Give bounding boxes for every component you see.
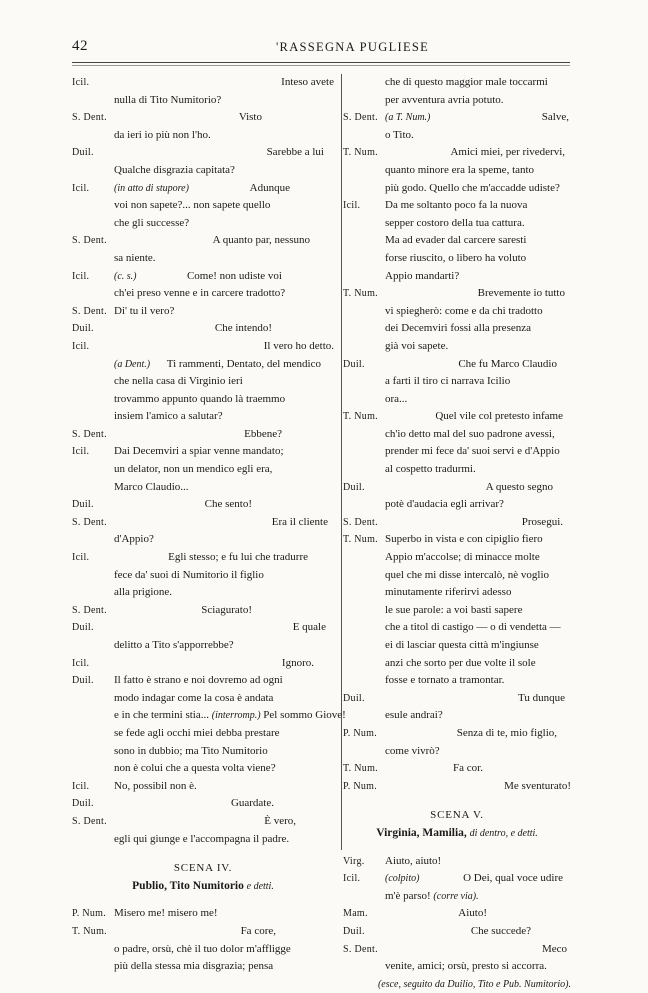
- dialogue-line: [343, 144, 571, 162]
- dialogue-text: Misero me! misero me!: [114, 907, 218, 920]
- speaker-name: Duil.: [343, 481, 365, 493]
- dialogue-line: [72, 408, 334, 426]
- dialogue-line: [72, 285, 334, 303]
- dialogue-line: [72, 637, 334, 655]
- left-column: [72, 74, 346, 976]
- dialogue-text: che a titol di castigo — o di vendetta —: [385, 621, 561, 634]
- dialogue-text: più della stessa mia disgrazia; pensa: [114, 960, 274, 973]
- spacer: [343, 795, 571, 807]
- dialogue-text: insiem l'amico a salutar?: [114, 410, 223, 423]
- dialogue-line: [72, 162, 334, 180]
- header-rule: [72, 62, 570, 63]
- dialogue-text: Che succede?: [470, 924, 531, 937]
- dialogue-text: d'Appio?: [114, 533, 154, 546]
- stage-direction: (colpito): [385, 873, 420, 885]
- dialogue-line: [343, 127, 571, 145]
- dialogue-line: [343, 232, 571, 250]
- speaker-name: S. Dent.: [72, 516, 107, 528]
- dialogue-text: venite, amici; orsù, presto si accorra.: [385, 960, 547, 973]
- dialogue-text: voi non sapete?... non sapete quello: [114, 199, 271, 212]
- dialogue-line: [343, 426, 571, 444]
- dialogue-line: [72, 92, 334, 110]
- dialogue-line: [72, 725, 334, 743]
- dialogue-text: non è colui che a questa volta viene?: [114, 762, 276, 775]
- speaker-name: T. Num.: [343, 763, 378, 775]
- dialogue-text: Inteso avete: [281, 76, 334, 88]
- dialogue-line: [343, 285, 571, 303]
- dialogue-line: [72, 760, 334, 778]
- dialogue-line: [343, 725, 571, 743]
- speaker-name: Icil.: [72, 270, 90, 282]
- dialogue-text: a farti il tiro ci narrava Icilio: [385, 375, 511, 388]
- spacer: [72, 895, 334, 905]
- dialogue-line: [343, 905, 571, 923]
- dialogue-text: Superbo in vista e con cipiglio fiero: [385, 533, 543, 546]
- dialogue-line: [72, 602, 334, 620]
- dialogue-line: [72, 778, 334, 796]
- dialogue-text: ch'ei preso venne e in carcere tradotto?: [114, 287, 286, 300]
- dialogue-line: [72, 831, 334, 849]
- speaker-name: S. Dent.: [343, 112, 378, 124]
- dialogue-line: [72, 232, 334, 250]
- dialogue-line: [343, 443, 571, 461]
- dialogue-text: Visto: [238, 111, 262, 124]
- dialogue-text: Prosegui.: [521, 515, 563, 528]
- speaker-name: S. Dent.: [343, 516, 378, 528]
- speaker-name: Icil.: [72, 552, 90, 564]
- dialogue-line: [343, 888, 571, 906]
- speaker-name: S. Dent.: [72, 235, 107, 247]
- dialogue-line: [343, 109, 571, 127]
- dialogue-text: Amici miei, per rivedervi,: [450, 146, 565, 159]
- dialogue-line: [343, 461, 571, 479]
- dialogue-text: Di' tu il vero?: [114, 304, 175, 317]
- dialogue-line: [72, 743, 334, 761]
- dialogue-line: [72, 443, 334, 461]
- speaker-name: S. Dent.: [72, 428, 107, 440]
- speaker-name: P. Num.: [72, 908, 107, 920]
- speaker-name: P. Num.: [343, 780, 378, 792]
- dialogue-line: [343, 514, 571, 532]
- dialogue-text: No, possibil non è.: [114, 779, 197, 792]
- spacer: [72, 848, 334, 860]
- dialogue-line: [72, 215, 334, 233]
- dialogue-text: da ieri io più non l'ho.: [114, 128, 211, 141]
- running-title: 'RASSEGNA PUGLIESE: [276, 40, 430, 54]
- speaker-name: Duil.: [72, 622, 94, 634]
- dialogue-text: Il vero ho detto.: [263, 339, 334, 352]
- dialogue-line: [343, 584, 571, 602]
- dialogue-text: Quel vile col pretesto infame: [435, 410, 563, 423]
- dialogue-text: o Tito.: [385, 128, 414, 141]
- dialogue-line: [343, 549, 571, 567]
- speaker-name: Icil.: [343, 200, 361, 212]
- dialogue-text: Che fu Marco Claudio: [458, 357, 557, 370]
- stage-direction: di dentro, e detti.: [469, 827, 538, 839]
- dialogue-text: O Dei, qual voce udire: [463, 872, 563, 885]
- dialogue-line: [72, 180, 334, 198]
- speaker-name: Icil.: [72, 657, 90, 669]
- dialogue-line: [343, 655, 571, 673]
- dialogue-text: forse riuscito, o libero ha voluto: [385, 251, 527, 264]
- speaker-name: Icil.: [72, 340, 90, 352]
- dialogue-text: Sciagurato!: [201, 603, 252, 616]
- dialogue-text: minutamente riferirvi adesso: [385, 586, 512, 599]
- header-rule-thin: [72, 65, 570, 66]
- dialogue-line: [343, 215, 571, 233]
- dialogue-line: [72, 127, 334, 145]
- dialogue-line: [343, 180, 571, 198]
- dialogue-text: delitto a Tito s'apporrebbe?: [114, 639, 234, 651]
- dialogue-text: Come! non udiste voi: [186, 269, 282, 282]
- dialogue-text: per avventura avria potuto.: [385, 93, 504, 106]
- scene-title: SCENA V.: [430, 809, 484, 822]
- dialogue-line: [72, 391, 334, 409]
- dialogue-text: nulla di Tito Numitorio?: [114, 93, 222, 106]
- closing-direction: [343, 976, 571, 993]
- speaker-name: Icil.: [72, 77, 90, 88]
- dialogue-line: [72, 496, 334, 514]
- dialogue-text: Meco: [541, 942, 567, 955]
- dialogue-text: Ti rammenti, Dentato, del mendico: [166, 357, 321, 370]
- dialogue-text: che nella casa di Virginio ieri: [114, 375, 243, 388]
- dialogue-line: [343, 92, 571, 110]
- column-divider: [341, 74, 342, 850]
- speaker-name: Icil.: [72, 182, 90, 194]
- dialogue-text: fosse e tornato a tramontar.: [385, 674, 505, 687]
- dialogue-line: [72, 109, 334, 127]
- dialogue-text: ch'io detto mal del suo padrone avessi,: [385, 427, 555, 440]
- dialogue-text: Che sento!: [204, 498, 252, 511]
- dialogue-line: [343, 74, 571, 92]
- scene-characters: [72, 878, 334, 896]
- speaker-name: S. Dent.: [72, 112, 107, 124]
- speaker-name: T. Num.: [343, 411, 378, 423]
- dialogue-line: [72, 672, 334, 690]
- dialogue-text: egli qui giunge e l'accompagna il padre.: [114, 832, 290, 845]
- dialogue-line: [72, 479, 334, 497]
- dialogue-text: che di questo maggior male toccarmi: [385, 76, 548, 88]
- dialogue-text: esule andrai?: [385, 709, 443, 722]
- dialogue-text: un delator, non un mendico egli era,: [114, 463, 273, 476]
- speaker-name: S. Dent.: [72, 604, 107, 616]
- stage-direction: (in atto di stupore): [114, 182, 189, 194]
- dialogue-line: [343, 853, 571, 871]
- dialogue-line: [343, 197, 571, 215]
- dialogue-line: [72, 197, 334, 215]
- dialogue-text: Sarebbe a lui: [266, 146, 324, 159]
- dialogue-text: Ignoro.: [281, 656, 314, 669]
- speaker-name: Duil.: [72, 675, 94, 687]
- speaker-name: Duil.: [72, 499, 94, 511]
- dialogue-text: Aiuto, aiuto!: [385, 854, 442, 867]
- dialogue-line: [343, 303, 571, 321]
- dialogue-line: [72, 905, 334, 923]
- speaker-name: Mam.: [343, 908, 368, 920]
- dialogue-line: [343, 870, 571, 888]
- dialogue-text: m'è parso! (corre via).: [385, 889, 479, 902]
- dialogue-line: [343, 941, 571, 959]
- dialogue-line: [72, 813, 334, 831]
- dialogue-line: [343, 602, 571, 620]
- speaker-name: Duil.: [72, 147, 94, 159]
- dialogue-line: [343, 619, 571, 637]
- dialogue-text: È vero,: [264, 814, 296, 827]
- page-header: [0, 30, 648, 60]
- dialogue-text: modo indagar come la cosa è andata: [114, 691, 274, 704]
- dialogue-text: Salve,: [541, 111, 569, 124]
- dialogue-line: [72, 655, 334, 673]
- dialogue-line: [72, 690, 334, 708]
- dialogue-line: [72, 549, 334, 567]
- speaker-name: T. Num.: [343, 288, 378, 300]
- dialogue-text: Guardate.: [230, 797, 274, 810]
- dialogue-line: [72, 941, 334, 959]
- dialogue-text: che gli successe?: [114, 216, 190, 229]
- dialogue-line: [72, 514, 334, 532]
- dialogue-text: come vivrò?: [385, 744, 440, 757]
- dialogue-line: [343, 268, 571, 286]
- scene-characters: [343, 825, 571, 843]
- dialogue-text: Fa core,: [240, 924, 276, 937]
- stage-direction: e detti.: [246, 880, 274, 892]
- stage-direction: (a Dent.): [114, 358, 151, 370]
- dialogue-line: [343, 320, 571, 338]
- dialogue-line: [72, 303, 334, 321]
- speaker-name: Virg.: [343, 855, 365, 867]
- stage-direction: (interromp.): [211, 710, 261, 722]
- dialogue-text: Che intendo!: [214, 322, 272, 335]
- dialogue-line: [72, 619, 334, 637]
- dialogue-line: [343, 338, 571, 356]
- dialogue-text: trovammo appunto quando là traemmo: [114, 392, 286, 405]
- dialogue-line: [72, 268, 334, 286]
- speaker-name: Icil.: [72, 780, 90, 792]
- dialogue-text: prender mi fece da' suoi servi e d'Appio: [385, 445, 560, 458]
- dialogue-text: sepper costoro della tua cattura.: [385, 216, 525, 229]
- dialogue-line: [343, 567, 571, 585]
- dialogue-text: Brevemente io tutto: [477, 287, 565, 300]
- dialogue-text: Da me soltanto poco fa la nuova: [385, 199, 528, 212]
- dialogue-line: [343, 923, 571, 941]
- dialogue-line: [72, 584, 334, 602]
- stage-direction: (a T. Num.): [385, 112, 431, 124]
- dialogue-text: sa niente.: [114, 251, 156, 264]
- dialogue-line: [72, 707, 346, 725]
- speaker-name: S. Dent.: [343, 943, 378, 955]
- dialogue-text: Tu dunque: [518, 691, 565, 704]
- dialogue-text: già voi sapete.: [385, 339, 449, 352]
- dialogue-text: Ma ad evader dal carcere saresti: [385, 234, 527, 247]
- spacer: [343, 843, 571, 853]
- dialogue-text: Egli stesso; e fu lui che tradurre: [168, 551, 308, 564]
- dialogue-line: [343, 707, 571, 725]
- character-names: Virginia, Mamilia,: [376, 826, 467, 839]
- speaker-name: S. Dent.: [72, 305, 107, 317]
- dialogue-line: [343, 356, 571, 374]
- stage-direction: (esce, seguito da Duilio, Tito e Pub. Numitorio).: [377, 978, 571, 990]
- dialogue-line: [72, 74, 334, 92]
- dialogue-line: [343, 391, 571, 409]
- dialogue-line: [72, 531, 334, 549]
- dialogue-line: [72, 373, 334, 391]
- dialogue-text: ora...: [385, 392, 408, 405]
- character-names: Publio, Tito Numitorio: [132, 879, 244, 892]
- dialogue-text: potè d'audacia egli arrivar?: [385, 498, 504, 511]
- dialogue-line: [72, 923, 334, 941]
- dialogue-line: [72, 461, 334, 479]
- dialogue-line: [343, 496, 571, 514]
- dialogue-text: Appio mandarti?: [385, 269, 460, 282]
- dialogue-line: [72, 356, 334, 374]
- dialogue-text: Ebbene?: [244, 427, 282, 440]
- dialogue-text: Dai Decemviri a spiar venne mandato;: [114, 445, 284, 458]
- dialogue-text: Era il cliente: [271, 515, 328, 528]
- dialogue-text: ei di lasciar questa città m'ingiunse: [385, 639, 539, 651]
- dialogue-text: Adunque: [249, 181, 290, 194]
- dialogue-text: A questo segno: [485, 480, 553, 493]
- dialogue-line: [72, 567, 334, 585]
- dialogue-text: vi spiegherò: come e da chi tradotto: [385, 304, 543, 317]
- dialogue-text: Il fatto è strano e noi dovremo ad ogni: [114, 674, 283, 687]
- dialogue-text: fece da' suoi di Numitorio il figlio: [114, 568, 264, 581]
- dialogue-line: [343, 162, 571, 180]
- dialogue-line: [343, 373, 571, 391]
- dialogue-text: sono in dubbio; ma Tito Numitorio: [114, 744, 268, 757]
- speaker-name: P. Num.: [343, 727, 378, 739]
- stage-direction: (c. s.): [114, 270, 137, 282]
- dialogue-line: [343, 250, 571, 268]
- dialogue-line: [72, 144, 334, 162]
- dialogue-line: [343, 778, 571, 796]
- speaker-name: Duil.: [72, 798, 94, 810]
- dialogue-text: Appio m'accolse; di minacce molte: [385, 551, 540, 564]
- speaker-name: Icil.: [72, 446, 90, 458]
- speaker-name: T. Num.: [343, 147, 378, 159]
- speaker-name: Duil.: [72, 323, 94, 335]
- dialogue-line: [72, 426, 334, 444]
- speaker-name: Duil.: [343, 692, 365, 704]
- dialogue-text: più godo. Quello che m'accadde udiste?: [385, 181, 560, 194]
- speaker-name: T. Num.: [343, 534, 378, 546]
- dialogue-line: [343, 760, 571, 778]
- dialogue-line: [343, 958, 571, 976]
- dialogue-line: [343, 672, 571, 690]
- dialogue-line: [343, 479, 571, 497]
- speaker-name: Icil.: [343, 873, 361, 885]
- dialogue-text: quanto minore era la speme, tanto: [385, 163, 535, 176]
- dialogue-line: [343, 531, 571, 549]
- dialogue-line: [343, 690, 571, 708]
- speaker-name: Duil.: [343, 358, 365, 370]
- dialogue-line: [72, 250, 334, 268]
- dialogue-text: Me sventurato!: [504, 779, 571, 792]
- dialogue-text: Aiuto!: [458, 907, 487, 920]
- dialogue-text: al cospetto tradurmi.: [385, 463, 476, 476]
- dialogue-line: [72, 795, 334, 813]
- speaker-name: S. Dent.: [72, 815, 107, 827]
- page-number: 42: [72, 38, 88, 54]
- dialogue-text: se fede agli occhi miei debba prestare: [114, 726, 280, 739]
- dialogue-text: anzi che sorto per due volte il sole: [385, 656, 536, 669]
- dialogue-line: [72, 958, 334, 976]
- dialogue-line: [343, 408, 571, 426]
- dialogue-text: Marco Claudio...: [114, 480, 189, 493]
- dialogue-text: quel che mi disse intercalò, nè voglio: [385, 568, 550, 581]
- dialogue-line: [343, 637, 571, 655]
- dialogue-text: o padre, orsù, chè il tuo dolor m'affligge: [114, 942, 291, 955]
- dialogue-text: e in che termini stia... (interromp.) Pel sommo Giove!: [114, 709, 346, 722]
- dialogue-text: E quale: [292, 621, 326, 634]
- right-column: [343, 74, 571, 993]
- dialogue-text: le sue parole: a voi basti sapere: [385, 603, 523, 616]
- scene-title: SCENA IV.: [173, 862, 233, 875]
- dialogue-line: [343, 743, 571, 761]
- dialogue-text: Senza di te, mio figlio,: [456, 726, 557, 739]
- dialogue-text: Qualche disgrazia capitata?: [114, 163, 235, 176]
- dialogue-text: alla prigione.: [114, 586, 173, 599]
- dialogue-text: Fa cor.: [453, 762, 483, 775]
- speaker-name: Duil.: [343, 925, 365, 937]
- dialogue-line: [72, 320, 334, 338]
- dialogue-text: A quanto par, nessuno: [212, 234, 310, 247]
- dialogue-line: [72, 338, 334, 356]
- dialogue-text: dei Decemviri fossi alla presenza: [385, 322, 531, 335]
- stage-direction: (corre via).: [433, 890, 479, 902]
- speaker-name: T. Num.: [72, 925, 107, 937]
